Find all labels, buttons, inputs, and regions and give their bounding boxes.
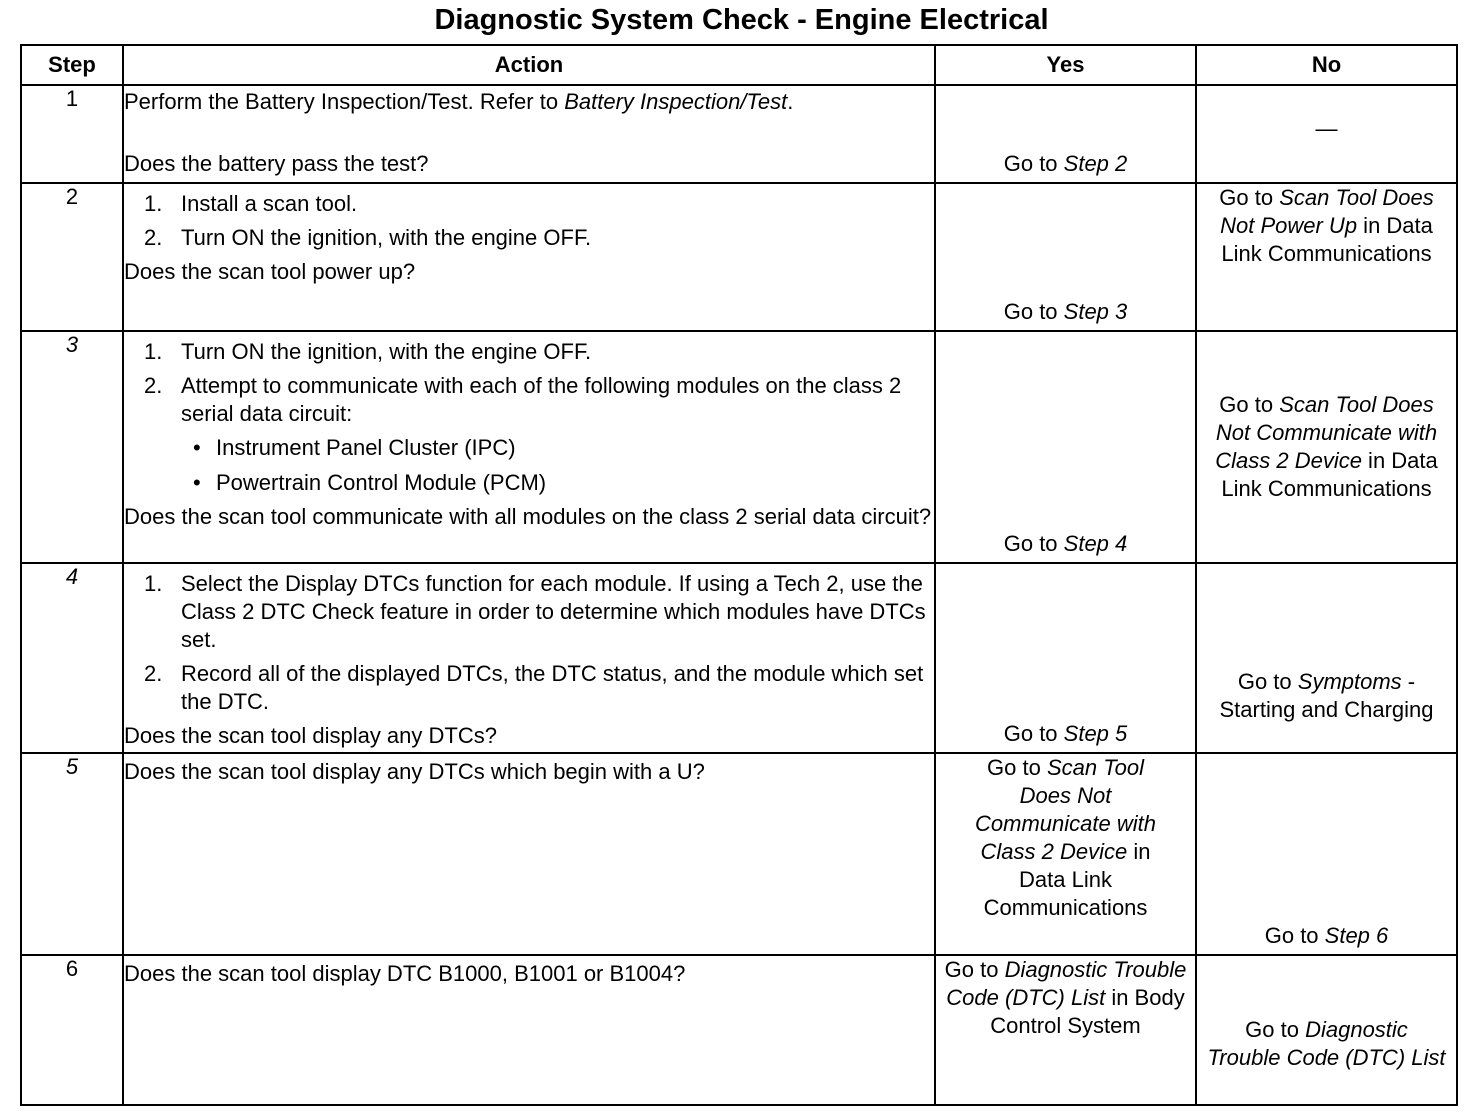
action-cell (123, 183, 935, 331)
action-cell (123, 563, 935, 753)
table-row (21, 183, 1457, 331)
reference-link[interactable]: Diagnostic Trouble Code (DTC) List (946, 957, 1187, 1010)
header-row (21, 45, 1457, 85)
header-action: Action (123, 45, 935, 85)
list-item: 1. Select the Display DTCs function for each module. If using a Tech 2, use the Class 2 DTC Check feature in order to determine which modules have DTCs set. (144, 571, 926, 652)
action-cell (123, 753, 935, 955)
action-question: Does the scan tool communicate with all modules on the class 2 serial data circuit? (124, 504, 932, 529)
action-question: Does the scan tool display DTC B1000, B1001 or B1004? (124, 961, 686, 986)
table-row (21, 331, 1457, 563)
table-row (21, 753, 1457, 955)
step-number: 5 (21, 753, 123, 955)
no-result: Go to Symptoms - Starting and Charging (1219, 669, 1434, 722)
header-no: No (1196, 45, 1457, 85)
no-cell (1196, 85, 1457, 183)
table-row (21, 955, 1457, 1105)
action-question: Does the battery pass the test? (124, 151, 429, 176)
action-instruction: Perform the Battery Inspection/Test. Refer to Battery Inspection/Test. (124, 89, 794, 114)
no-cell (1196, 955, 1457, 1105)
reference-link[interactable]: Battery Inspection/Test (564, 89, 788, 114)
no-cell (1196, 563, 1457, 753)
no-result: Go to Scan Tool Does Not Power Up in Data Link Communications (1219, 185, 1434, 266)
action-steps (124, 570, 934, 716)
yes-result: Go to Scan Tool Does Not Communicate with Class 2 Device in Data Link Communications (975, 755, 1156, 920)
yes-result: Go to Step 5 (1003, 721, 1128, 746)
header-yes: Yes (935, 45, 1196, 85)
list-item: 2. Attempt to communicate with each of the following modules on the class 2 serial data circuit: • Instrument Panel Cluster (IPC) • Powertrain Control Module (PCM) (124, 372, 934, 497)
table-row (21, 85, 1457, 183)
step-number: 4 (21, 563, 123, 753)
step-number: 2 (21, 183, 123, 331)
reference-link[interactable]: Symptoms (1297, 669, 1402, 694)
yes-result: Go to Step 2 (1003, 151, 1128, 176)
action-question: Does the scan tool power up? (124, 259, 416, 284)
no-cell (1196, 183, 1457, 331)
diagnostic-table (20, 44, 1458, 1106)
step-number: 1 (21, 85, 123, 183)
step-number: 6 (21, 955, 123, 1105)
no-result: Go to Step 6 (1264, 923, 1389, 948)
action-cell (123, 331, 935, 563)
reference-link[interactable]: Scan Tool Does Not Power Up (1220, 185, 1434, 238)
action-question: Does the scan tool display any DTCs which begin with a U? (124, 759, 705, 784)
yes-result: Go to Step 4 (1003, 531, 1128, 556)
list-item: • Instrument Panel Cluster (IPC) (193, 435, 516, 460)
header-step: Step (21, 45, 123, 85)
yes-result: Go to Diagnostic Trouble Code (DTC) List in Body Control System (944, 957, 1187, 1038)
module-list (181, 434, 934, 497)
list-item: 2. Record all of the displayed DTCs, the DTC status, and the module which set the DTC. (144, 661, 924, 714)
action-cell (123, 85, 935, 183)
yes-result: Go to Step 3 (1003, 299, 1128, 324)
no-cell (1196, 753, 1457, 955)
action-question: Does the scan tool display any DTCs? (124, 723, 497, 748)
yes-cell (935, 183, 1196, 331)
no-cell (1196, 331, 1457, 563)
step-link[interactable]: Step 5 (1063, 721, 1128, 746)
reference-link[interactable]: Diagnostic Trouble Code (DTC) List (1207, 1017, 1446, 1070)
list-item: 1. Turn ON the ignition, with the engine OFF. (144, 339, 592, 364)
yes-cell (935, 563, 1196, 753)
list-item: 1. Install a scan tool. (144, 191, 358, 216)
no-result: Go to Diagnostic Trouble Code (DTC) List (1207, 1017, 1446, 1070)
step-link[interactable]: Step 4 (1063, 531, 1128, 556)
no-result: Go to Scan Tool Does Not Communicate with Class 2 Device in Data Link Communications (1215, 392, 1438, 501)
no-result: — (1315, 116, 1338, 141)
yes-cell (935, 85, 1196, 183)
step-link[interactable]: Step 6 (1324, 923, 1389, 948)
yes-cell (935, 331, 1196, 563)
step-link[interactable]: Step 2 (1063, 151, 1128, 176)
page-title: Diagnostic System Check - Engine Electrical (434, 4, 1049, 36)
action-steps (124, 338, 934, 497)
reference-link[interactable]: Scan Tool Does Not Communicate with Class 2 Device (1215, 392, 1438, 473)
list-item: • Powertrain Control Module (PCM) (193, 470, 547, 495)
list-item: 2. Turn ON the ignition, with the engine OFF. (144, 225, 592, 250)
reference-link[interactable]: Scan Tool Does Not Communicate with Class 2 Device (975, 755, 1156, 864)
action-steps (124, 190, 934, 252)
yes-cell (935, 955, 1196, 1105)
step-number: 3 (21, 331, 123, 563)
yes-cell (935, 753, 1196, 955)
step-link[interactable]: Step 3 (1063, 299, 1128, 324)
action-cell (123, 955, 935, 1105)
table-row (21, 563, 1457, 753)
